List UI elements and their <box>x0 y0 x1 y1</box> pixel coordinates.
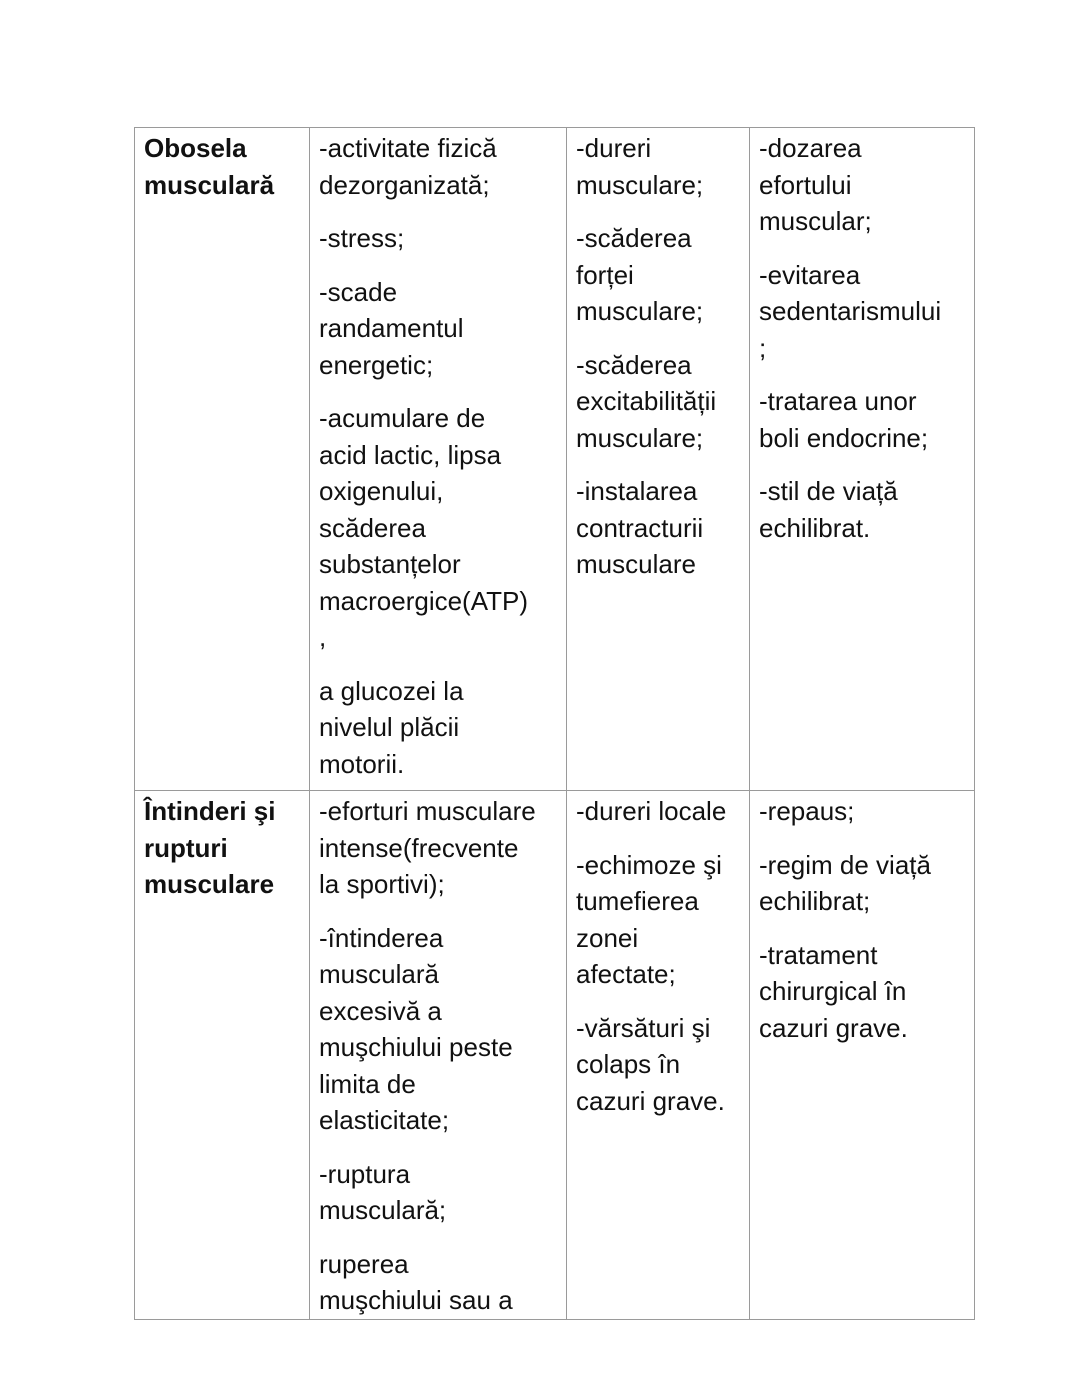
table-row <box>135 791 975 1320</box>
condition-name: Obosela musculară <box>144 133 275 200</box>
treatment-item: -tratament chirurgical în cazuri grave. <box>759 939 908 1043</box>
symptoms-cell <box>567 128 750 791</box>
treatment-item: -stil de viață echilibrat. <box>759 476 898 543</box>
treatment-item: -dozarea efortului muscular; <box>759 133 872 236</box>
symptom-item: -dureri musculare; <box>576 133 704 200</box>
condition-cell <box>135 128 310 791</box>
muscle-disorders-table <box>134 127 975 1320</box>
cause-item: -eforturi musculare intense(frecvente la sportivi); <box>319 796 536 899</box>
cause-item: ruperea muşchiului sau a <box>319 1248 513 1315</box>
treatment-cell <box>750 791 975 1320</box>
condition-cell <box>135 791 310 1320</box>
cause-item: -ruptura musculară; <box>319 1158 447 1225</box>
cause-item: -stress; <box>319 223 405 253</box>
cause-item: a glucozei la nivelul plăcii motorii. <box>319 675 464 779</box>
treatment-item: -repaus; <box>759 796 855 826</box>
treatment-cell <box>750 128 975 791</box>
treatment-item: -evitarea sedentarismului ; <box>759 259 942 363</box>
cause-item: -întinderea musculară excesivă a muşchiului peste limita de elasticitate; <box>319 922 513 1135</box>
treatment-item: -tratarea unor boli endocrine; <box>759 386 929 453</box>
symptom-item: -instalarea contracturii musculare <box>576 476 704 579</box>
treatment-item: -regim de viață echilibrat; <box>759 849 931 916</box>
causes-cell <box>310 791 567 1320</box>
symptoms-cell <box>567 791 750 1320</box>
cause-item: -acumulare de acid lactic, lipsa oxigenului, scăderea substanțelor macroergice(ATP) , <box>319 403 529 652</box>
symptom-item: -scăderea forței musculare; <box>576 223 704 326</box>
table-row <box>135 128 975 791</box>
symptom-item: -dureri locale <box>576 796 727 826</box>
causes-cell <box>310 128 567 791</box>
condition-name: Întinderi şi rupturi musculare <box>144 796 276 899</box>
symptom-item: -echimoze şi tumefierea zonei afectate; <box>576 849 722 989</box>
cause-item: -activitate fizică dezorganizată; <box>319 133 497 200</box>
cause-item: -scade randamentul energetic; <box>319 276 464 380</box>
symptom-item: -vărsături şi colaps în cazuri grave. <box>576 1012 725 1116</box>
symptom-item: -scăderea excitabilității musculare; <box>576 349 717 453</box>
